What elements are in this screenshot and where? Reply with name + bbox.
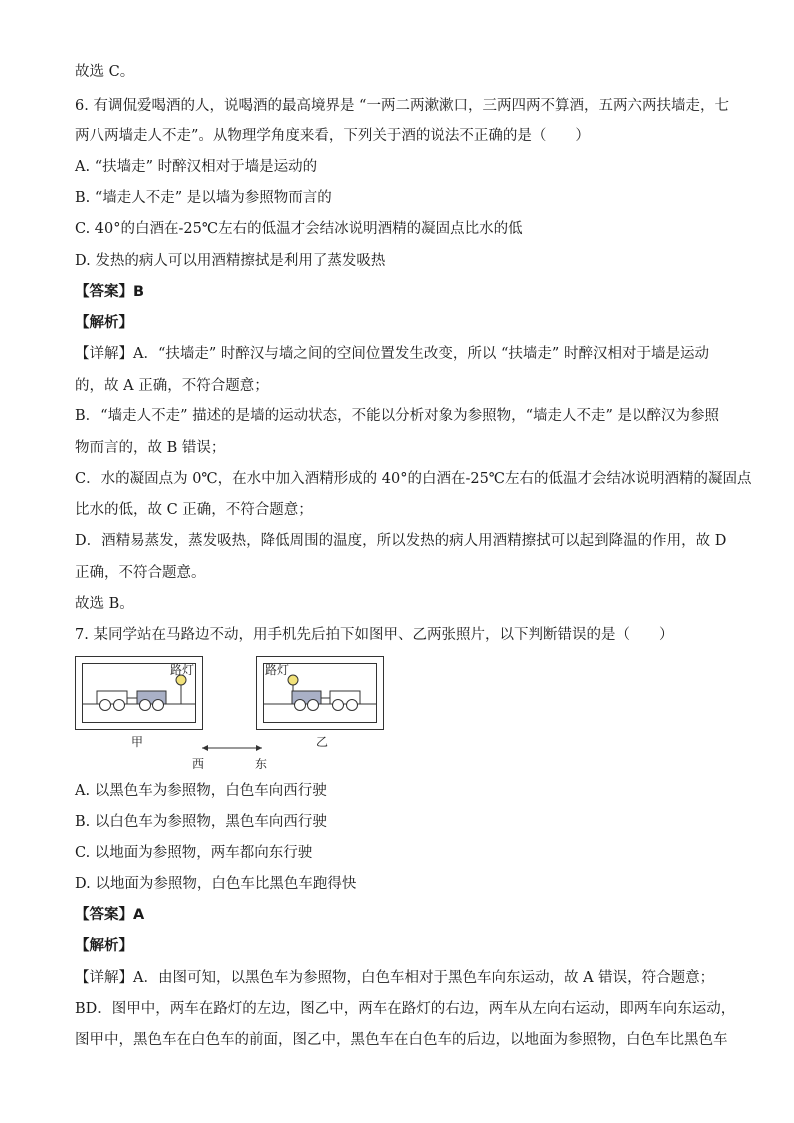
photo-jia <box>76 657 203 750</box>
line-18: 7. 某同学站在马路边不动，用手机先后拍下如图甲、乙两张照片，以下判断错误的是（ ） <box>75 627 674 643</box>
line-25: 【详解】A．由图可知，以黑色车为参照物，白色车相对于黑色车向东运动，故 A 错误，符合题意； <box>75 970 715 986</box>
line-4: B. “墙走人不走” 是以墙为参照物而言的 <box>75 190 332 206</box>
direction-east-label: 东 <box>255 757 268 771</box>
direction-west-label: 西 <box>192 757 205 771</box>
line-20: B. 以白色车为参照物，黑色车向西行驶 <box>75 814 327 830</box>
car-photos-figure <box>75 656 385 776</box>
lamp-label-jia: 路灯 <box>170 663 195 677</box>
line-0: 故选 C。 <box>75 64 135 80</box>
line-21: C. 以地面为参照物，两车都向东行驶 <box>75 845 313 861</box>
line-6: D. 发热的病人可以用酒精擦拭是利用了蒸发吸热 <box>75 253 386 269</box>
line-8: 【解析】 <box>75 315 133 331</box>
lamp-label-yi: 路灯 <box>265 663 290 677</box>
line-23: 【答案】A <box>75 907 145 923</box>
line-17: 故选 B。 <box>75 596 134 612</box>
caption-jia: 甲 <box>131 735 144 749</box>
line-27: 图甲中，黑色车在白色车的前面，图乙中，黑色车在白色车的后边，以地面为参照物，白色车比黑色车 <box>75 1032 728 1048</box>
line-10: 的，故 A 正确，不符合题意； <box>75 378 269 394</box>
line-2: 两八两墙走人不走”。从物理学角度来看，下列关于酒的说法不正确的是（ ） <box>75 128 590 144</box>
line-26: BD．图甲中，两车在路灯的左边，图乙中，两车在路灯的右边，两车从左向右运动，即两车向东运动， <box>75 1001 736 1017</box>
line-3: A. “扶墙走” 时醉汉相对于墙是运动的 <box>75 159 318 175</box>
line-15: D．酒精易蒸发，蒸发吸热，降低周围的温度，所以发热的病人用酒精擦拭可以起到降温的作用，故 D <box>75 533 727 549</box>
line-11: B．“墙走人不走” 描述的是墙的运动状态，不能以分析对象为参照物，“墙走人不走” 是以醉汉为参照 <box>75 408 720 424</box>
line-1: 6. 有调侃爱喝酒的人，说喝酒的最高境界是 “一两二两漱漱口，三两四两不算酒，五两六两扶墙走，七 <box>75 98 729 114</box>
line-24: 【解析】 <box>75 938 133 954</box>
line-9: 【详解】A．“扶墙走” 时醉汉与墙之间的空间位置发生改变，所以 “扶墙走” 时醉汉相对于墙是运动 <box>75 346 709 362</box>
line-16: 正确，不符合题意。 <box>75 565 206 581</box>
photo-yi <box>257 657 384 750</box>
caption-yi: 乙 <box>316 735 329 749</box>
line-13: C．水的凝固点为 0℃，在水中加入酒精形成的 40°的白酒在-25℃左右的低温才会结冰说明酒精的凝固点 <box>75 471 752 487</box>
line-19: A. 以黑色车为参照物，白色车向西行驶 <box>75 783 327 799</box>
line-14: 比水的低，故 C 正确，不符合题意； <box>75 502 313 518</box>
line-22: D. 以地面为参照物，白色车比黑色车跑得快 <box>75 876 357 892</box>
line-5: C. 40°的白酒在-25℃左右的低温才会结冰说明酒精的凝固点比水的低 <box>75 221 523 237</box>
line-7: 【答案】B <box>75 284 145 300</box>
line-12: 物而言的，故 B 错误； <box>75 440 226 456</box>
direction-arrow <box>202 745 262 751</box>
